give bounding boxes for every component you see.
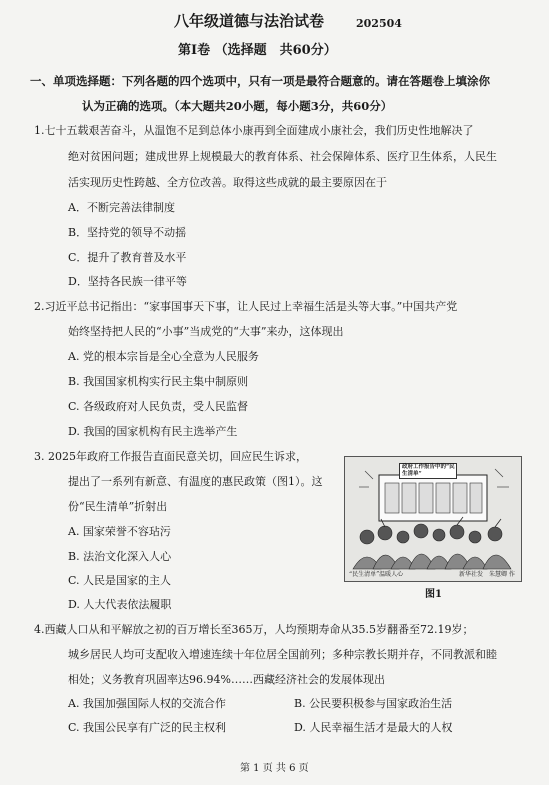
- option-a: A. 我国加强国际人权的交流合作: [68, 697, 226, 710]
- question-stem-line: 1.七十五载艰苦奋斗，从温饱不足到总体小康再到全面建成小康社会，我们历史性地解决了: [34, 124, 474, 137]
- question-stem-line: 份“民生清单”折射出: [68, 500, 168, 513]
- exam-title: 八年级道德与法治试卷: [174, 12, 325, 30]
- option-a: A．不断完善法律制度: [68, 201, 175, 214]
- option-d: D. 我国的国家机构有民主选举产生: [68, 425, 238, 438]
- cartoon-caption-right: 新华社发 朱慧卿 作: [459, 571, 515, 578]
- option-c: C. 我国公民享有广泛的民主权利: [68, 721, 227, 734]
- option-d: D. 人大代表依法履职: [68, 598, 172, 611]
- volume-heading: 第Ⅰ卷 （选择题 共60分）: [178, 43, 337, 58]
- question-stem-line: 活实现历史性跨越、全方位改善。取得这些成就的最主要原因在于: [68, 176, 387, 189]
- question-stem-line: 城乡居民人均可支配收入增速连续十年位居全国前列；多种宗教长期并存，不同教派和睦: [68, 648, 497, 661]
- cartoon-banner-text: 政府工作报告中的“民生清单”: [402, 464, 455, 477]
- page-number: 第 1 页 共 6 页: [240, 763, 309, 774]
- option-b: B. 法治文化深入人心: [68, 550, 172, 563]
- option-c: C. 人民是国家的主人: [68, 574, 172, 587]
- cartoon-caption-left: “民生清单”温暖人心: [349, 571, 404, 578]
- option-b: B．坚持党的领导不动摇: [68, 226, 187, 239]
- question-stem-line: 3. 2025年政府工作报告直面民意关切，回应民生诉求，: [34, 450, 307, 463]
- option-b: B. 我国国家机构实行民主集中制原则: [68, 375, 249, 388]
- option-d: D．坚持各民族一律平等: [68, 275, 187, 288]
- figure-label: 图1: [425, 589, 442, 600]
- question-stem-line: 绝对贫困问题；建成世界上规模最大的教育体系、社会保障体系、医疗卫生体系，人民生: [68, 150, 497, 163]
- question-stem-line: 2.习近平总书记指出：“家事国事天下事，让人民过上幸福生活是头等大事。”中国共产党: [34, 300, 458, 313]
- question-stem-line: 相处；义务教育巩固率达96.94%……西藏经济社会的发展体现出: [68, 673, 385, 686]
- option-a: A. 党的根本宗旨是全心全意为人民服务: [68, 350, 259, 363]
- exam-code: 202504: [356, 17, 402, 30]
- section-instruction-line2: 认为正确的选项。（本大题共20小题，每小题3分，共60分）: [82, 99, 393, 113]
- section-instruction-line1: 一、单项选择题：下列各题的四个选项中，只有一项是最符合题意的。请在答题卷上填涂你: [30, 74, 490, 88]
- option-c: C. 各级政府对人民负责，受人民监督: [68, 400, 249, 413]
- figure-1-cartoon: [344, 456, 522, 582]
- option-d: D. 人民幸福生活才是最大的人权: [294, 721, 453, 734]
- question-stem-line: 始终坚持把人民的“小事”当成党的“大事”来办，这体现出: [68, 325, 344, 338]
- question-stem-line: 提出了一系列有新意、有温度的惠民政策（图1）。这: [68, 475, 323, 488]
- option-c: C．提升了教育普及水平: [68, 251, 187, 264]
- cartoon-banner: [399, 463, 457, 479]
- question-stem-line: 4.西藏人口从和平解放之初的百万增长至365万，人均预期寿命从35.5岁翻番至72.19岁；: [34, 623, 474, 636]
- option-b: B. 公民要积极参与国家政治生活: [294, 697, 453, 710]
- option-a: A. 国家荣誉不容玷污: [68, 525, 171, 538]
